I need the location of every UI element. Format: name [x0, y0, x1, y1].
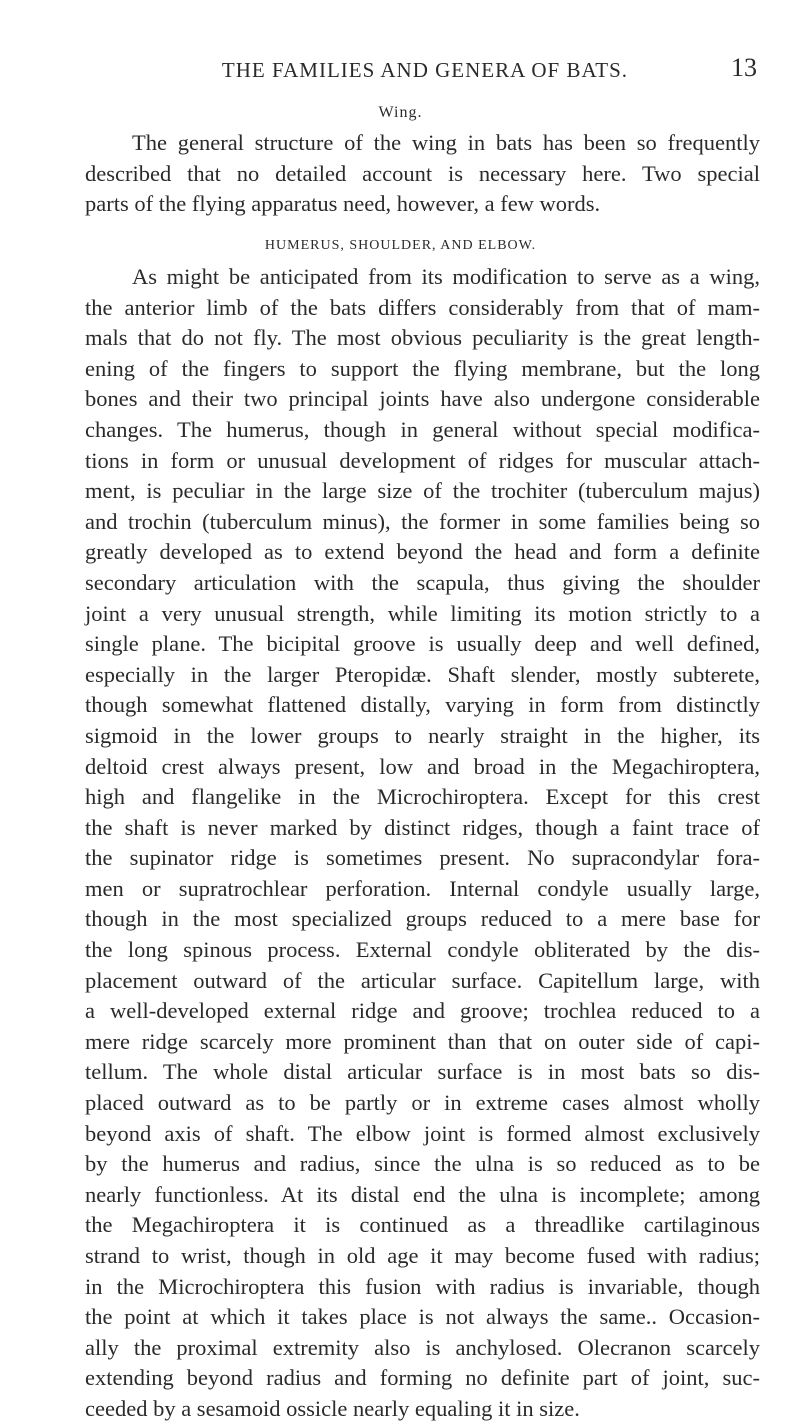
text-line: ally the proximal extremity also is anchylosed. Olecranon scarcely — [85, 1334, 760, 1360]
intro-paragraph — [85, 128, 760, 220]
text-line: the Megachiroptera it is continued as a threadlike cartilaginous — [85, 1212, 760, 1238]
text-line: tions in form or unusual development of ridges for muscular attach- — [85, 447, 760, 473]
text-line: high and flangelike in the Microchiroptera. Except for this crest — [85, 784, 760, 810]
text-line: tellum. The whole distal articular surface is in most bats so dis- — [85, 1059, 760, 1085]
text-line: bones and their two principal joints have also undergone considerable — [85, 386, 760, 412]
text-line: secondary articulation with the scapula, thus giving the shoulder — [85, 569, 760, 595]
text-line: in the Microchiroptera this fusion with radius is invariable, though — [85, 1273, 760, 1299]
text-line: extending beyond radius and forming no definite part of joint, suc- — [85, 1365, 760, 1391]
text-line: a well-developed external ridge and groove; trochlea reduced to a — [85, 998, 760, 1024]
text-line: single plane. The bicipital groove is usually deep and well defined, — [85, 631, 760, 657]
text-line: deltoid crest always present, low and broad in the Megachiroptera, — [85, 753, 760, 779]
text-line: parts of the flying apparatus need, however, a few words. — [85, 191, 601, 217]
text-line: As might be anticipated from its modification to serve as a wing, — [132, 264, 760, 289]
text-line: the long spinous process. External condyle obliterated by the dis- — [85, 937, 760, 963]
text-line: though somewhat flattened distally, varying in form from distinctly — [85, 692, 760, 718]
text-line: placed outward as to be partly or in extreme cases almost wholly — [85, 1090, 760, 1116]
text-line: and trochin (tuberculum minus), the former in some families being so — [85, 508, 760, 534]
text-line: the shaft is never marked by distinct ridges, though a faint trace of — [85, 814, 760, 840]
text-line: strand to wrist, though in old age it may become fused with radius; — [85, 1243, 760, 1268]
text-line: ment, is peculiar in the large size of the trochiter (tuberculum majus) — [85, 478, 760, 504]
text-line: the anterior limb of the bats differs considerably from that of mam- — [85, 294, 760, 320]
text-line: nearly functionless. At its distal end the ulna is incomplete; among — [85, 1181, 760, 1207]
text-line: especially in the larger Pteropidæ. Shaft slender, mostly subterete, — [85, 661, 760, 687]
running-head: THE FAMILIES AND GENERA OF BATS. — [221, 58, 629, 82]
text-line: ceeded by a sesamoid ossicle nearly equaling it in size. — [85, 1395, 580, 1421]
page-number: 13 — [731, 53, 757, 82]
text-line: greatly developed as to extend beyond the head and form a definite — [85, 539, 760, 565]
body-paragraph — [85, 262, 760, 1425]
text-line: by the humerus and radius, since the ulna is so reduced as to be — [85, 1151, 760, 1177]
text-line: the supinator ridge is sometimes present. No supracondylar fora- — [85, 845, 760, 871]
text-line: sigmoid in the lower groups to nearly straight in the higher, its — [85, 722, 760, 748]
text-line: placement outward of the articular surface. Capitellum large, with — [85, 967, 760, 993]
text-line: mere ridge scarcely more prominent than that on outer side of capi- — [85, 1028, 760, 1054]
text-line: the point at which it takes place is not always the same.. Occasion- — [85, 1304, 760, 1330]
text-line: changes. The humerus, though in general without special modifica- — [85, 416, 760, 442]
text-line: joint a very unusual strength, while limiting its motion strictly to a — [85, 600, 760, 626]
text-line: mals that do not fly. The most obvious peculiarity is the great length- — [85, 325, 760, 351]
text-line: men or supratrochlear perforation. Internal condyle usually large, — [85, 875, 760, 901]
text-line: beyond axis of shaft. The elbow joint is formed almost exclusively — [85, 1120, 760, 1146]
section-title: Wing. — [378, 104, 423, 121]
text-line: ening of the fingers to support the flying membrane, but the long — [85, 355, 760, 381]
text-line: The general structure of the wing in bats has been so frequently — [132, 130, 760, 155]
text-line: though in the most specialized groups reduced to a mere base for — [85, 906, 760, 932]
subheading: HUMERUS, SHOULDER, AND ELBOW. — [264, 238, 537, 253]
text-line: described that no detailed account is necessary here. Two special — [85, 160, 760, 186]
